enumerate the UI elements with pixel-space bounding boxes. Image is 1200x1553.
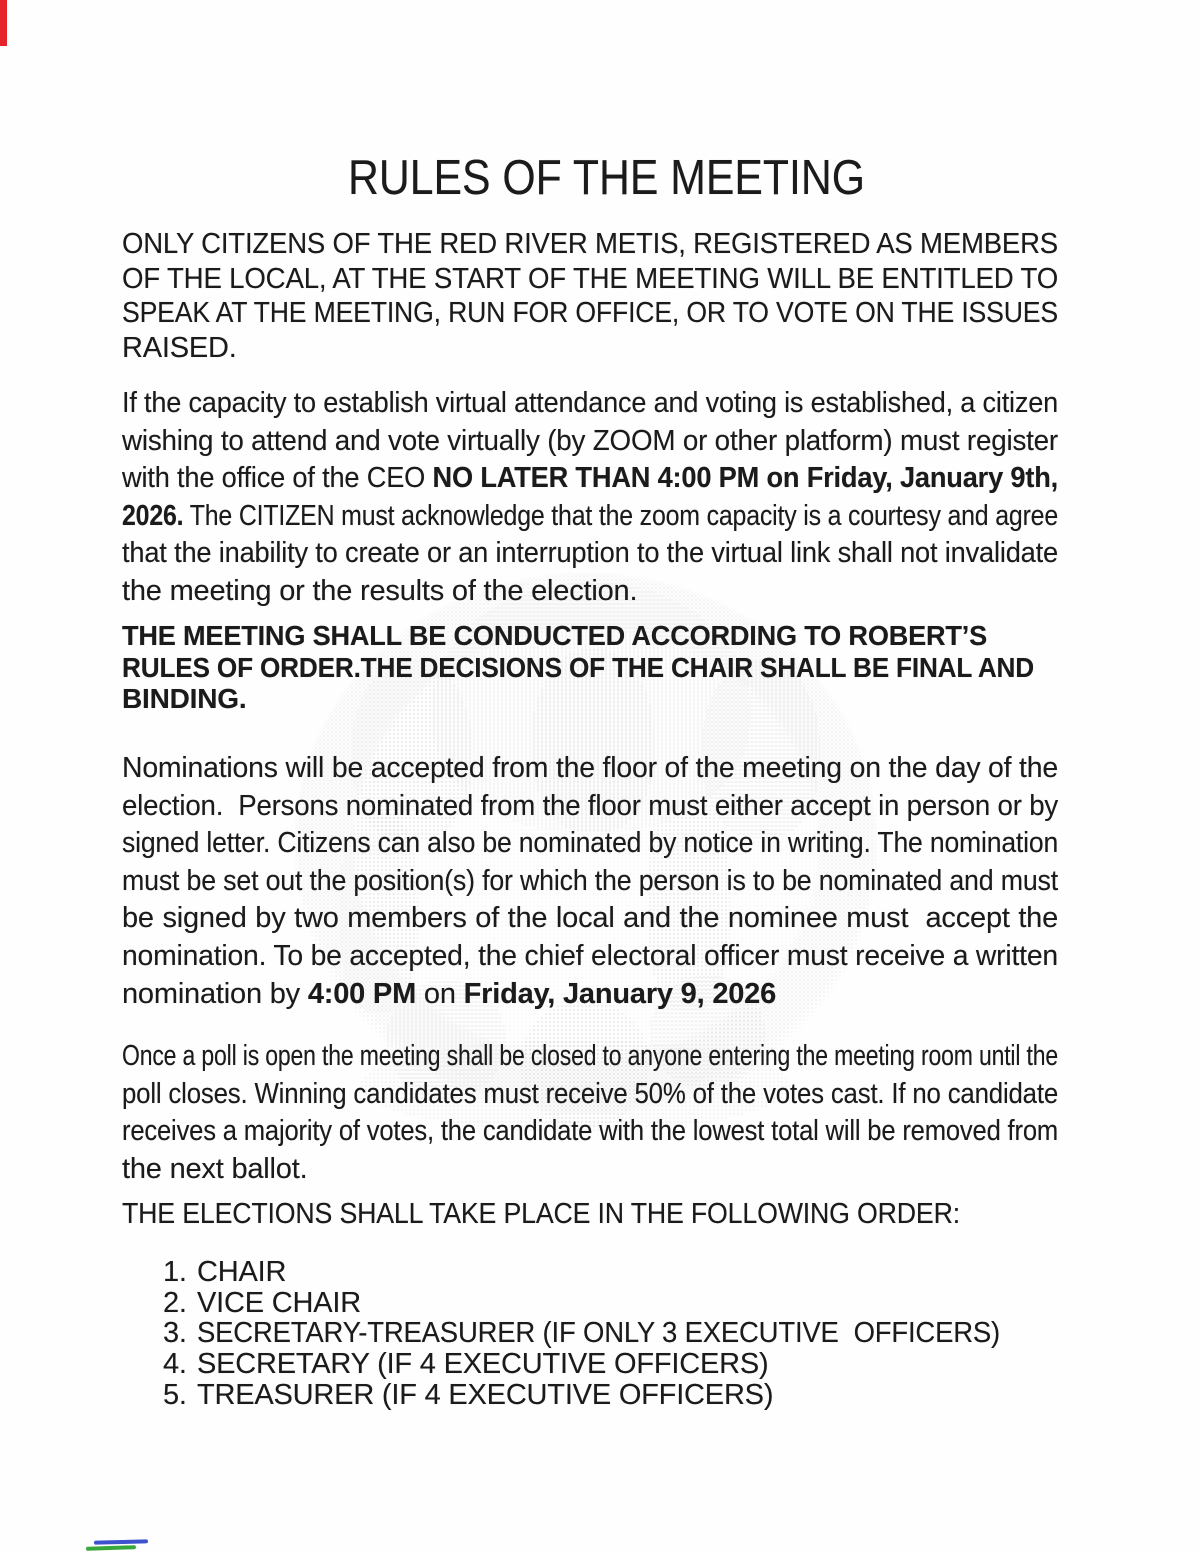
text-line-content: that the inability to create or an interruption to the virtual link shall not invalidate	[122, 537, 1058, 570]
text-line-content: the meeting or the results of the election.	[122, 574, 638, 607]
paragraph-eligibility	[122, 227, 1058, 365]
list-item-label: SECRETARY (IF 4 EXECUTIVE OFFICERS)	[197, 1348, 769, 1381]
text-line-content: election. Persons nominated from the floor must either accept in person or by	[122, 789, 1059, 822]
text-line	[122, 683, 1058, 715]
text-line-content: be signed by two members of the local and the nominee must accept the	[122, 902, 1059, 935]
list-item-number: 2.	[163, 1286, 187, 1319]
document-title	[348, 153, 988, 203]
text-line-content: If the capacity to establish virtual attendance and voting is established, a citizen	[122, 387, 1058, 419]
text-line	[122, 620, 1058, 652]
list-item-label: CHAIR	[197, 1256, 287, 1288]
document-title-text: RULES OF THE MEETING	[348, 151, 866, 205]
text-line-content: 2026. The CITIZEN must acknowledge that the zoom capacity is a courtesy and agree	[122, 499, 1059, 532]
text-line	[122, 423, 1058, 461]
text-line	[122, 825, 1058, 863]
text-line-content: SPEAK AT THE MEETING, RUN FOR OFFICE, OR TO VOTE ON THE ISSUES	[122, 297, 1058, 329]
text-line	[122, 385, 1058, 423]
paragraph-polling	[122, 1038, 1058, 1188]
paragraph-virtual-attendance	[122, 385, 1058, 611]
paragraph-roberts-rules	[122, 620, 1058, 715]
text-line-content: ONLY CITIZENS OF THE RED RIVER METIS, REGISTERED AS MEMBERS	[122, 228, 1058, 260]
list-item-number: 3.	[163, 1317, 187, 1350]
list-item-number: 1.	[163, 1256, 187, 1288]
text-line	[122, 900, 1058, 938]
text-line-content: the next ballot.	[122, 1152, 308, 1185]
text-line-content: BINDING.	[122, 683, 247, 714]
text-line	[122, 1197, 1058, 1231]
text-line-content: wishing to attend and vote virtually (by ZOOM or other platform) must register	[122, 424, 1058, 457]
text-line	[348, 153, 988, 203]
list-item-number: 4.	[163, 1348, 187, 1381]
list-item	[122, 1349, 1058, 1380]
text-line-content: THE MEETING SHALL BE CONDUCTED ACCORDING TO ROBERT’S	[122, 620, 988, 651]
list-item	[122, 1380, 1058, 1411]
text-line-content: nomination by 4:00 PM on Friday, January 9, 2026	[122, 977, 777, 1010]
scanner-artifact-red	[0, 0, 7, 46]
text-line	[122, 573, 1058, 611]
text-line	[122, 1113, 1058, 1151]
text-line	[122, 1076, 1058, 1114]
text-line	[122, 296, 1058, 331]
text-line-content: RAISED.	[122, 331, 237, 364]
text-line	[122, 863, 1058, 901]
text-line	[122, 262, 1058, 297]
list-item	[122, 1318, 1058, 1349]
text-line-content: RULES OF ORDER.THE DECISIONS OF THE CHAIR SHALL BE FINAL AND	[122, 651, 1035, 683]
list-item	[122, 1288, 1058, 1319]
text-line-content: OF THE LOCAL, AT THE START OF THE MEETING WILL BE ENTITLED TO	[122, 262, 1059, 295]
text-line-content: receives a majority of votes, the candidate with the lowest total will be removed from	[122, 1115, 1059, 1148]
paragraph-election-order-heading	[122, 1197, 1058, 1231]
text-line	[122, 938, 1058, 976]
text-line-content: must be set out the position(s) for which the person is to be nominated and must	[122, 864, 1058, 897]
text-line-content: with the office of the CEO NO LATER THAN 4:00 PM on Friday, January 9th,	[122, 462, 1059, 495]
text-line	[122, 1151, 1058, 1189]
text-line-content: nomination. To be accepted, the chief electoral officer must receive a written	[122, 939, 1058, 972]
text-line	[122, 460, 1058, 498]
text-line	[122, 1038, 1058, 1076]
text-line-content: THE ELECTIONS SHALL TAKE PLACE IN THE FOLLOWING ORDER:	[122, 1198, 960, 1230]
list-item-label: TREASURER (IF 4 EXECUTIVE OFFICERS)	[197, 1378, 774, 1411]
text-line	[122, 227, 1058, 262]
text-line-content: signed letter. Citizens can also be nominated by notice in writing. The nomination	[122, 827, 1059, 860]
text-line	[122, 788, 1058, 826]
text-line	[122, 331, 1058, 366]
text-line	[122, 652, 1058, 684]
text-line	[122, 976, 1058, 1014]
list-item	[122, 1257, 1058, 1288]
text-line-content: Once a poll is open the meeting shall be closed to anyone entering the meeting room until the	[122, 1040, 1059, 1072]
paragraph-nominations	[122, 750, 1058, 1013]
text-line	[122, 498, 1058, 536]
list-item-label: VICE CHAIR	[197, 1286, 361, 1319]
text-line	[122, 535, 1058, 573]
text-line	[122, 750, 1058, 788]
text-line-content: Nominations will be accepted from the floor of the meeting on the day of the	[122, 752, 1058, 784]
text-line-content: poll closes. Winning candidates must receive 50% of the votes cast. If no candidate	[122, 1077, 1058, 1110]
election-order-list	[122, 1257, 1058, 1410]
list-item-label: SECRETARY-TREASURER (IF ONLY 3 EXECUTIVE OFFICERS)	[197, 1317, 1001, 1350]
list-item-number: 5.	[163, 1378, 187, 1411]
